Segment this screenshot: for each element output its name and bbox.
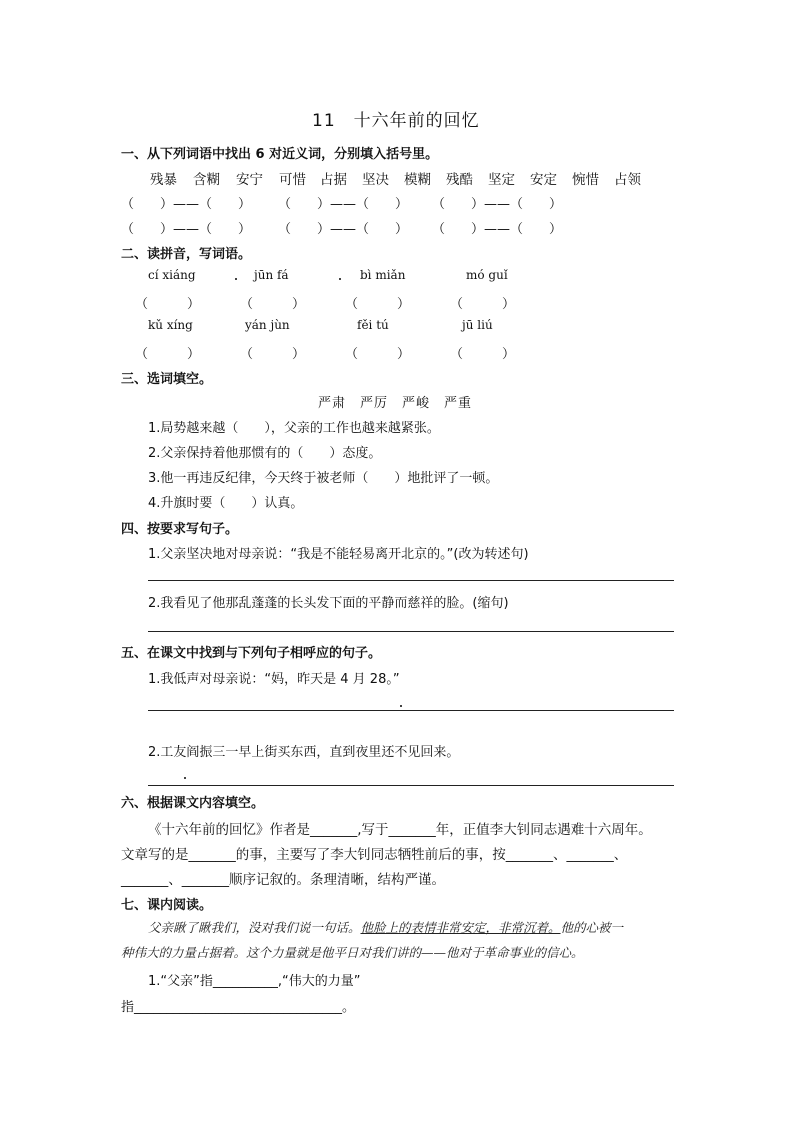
reading-question-1-answer: 指________________________________。 xyxy=(121,1000,356,1015)
section-4-item-2: 2.我看见了他那乱蓬蓬的长头发下面的平静而慈祥的脸。(缩句) xyxy=(148,596,509,611)
section-2-heading: 二、读拼音，写词语。 xyxy=(121,247,252,262)
word-bank-item: 坚定 xyxy=(488,172,515,188)
section-5-item-1: 1.我低声对母亲说：“妈，昨天是 4 月 28。” xyxy=(148,672,400,687)
answer-line[interactable] xyxy=(148,785,674,786)
section-5-heading: 五、在课文中找到与下列句子相呼应的句子。 xyxy=(121,646,382,661)
pair-blank[interactable]: （ ）——（ ） xyxy=(278,222,409,237)
section-3-word-options: 严肃 严厉 严峻 严重 xyxy=(318,396,473,411)
answer-line[interactable] xyxy=(148,710,674,711)
word-bank-item: 含糊 xyxy=(193,172,220,188)
pinyin-answer-blank[interactable]: （ ） xyxy=(450,347,516,362)
word-bank-item: 安定 xyxy=(530,172,557,188)
pinyin-answer-blank[interactable]: （ ） xyxy=(240,347,306,362)
section-3-item-1: 1.局势越来越（ ），父亲的工作也越来越紧张。 xyxy=(148,421,440,436)
word-bank-item: 坚决 xyxy=(362,172,389,188)
pinyin-prompt: yán jùn xyxy=(245,318,290,332)
section-3-item-3: 3.他一再违反纪律，今天终于被老师（ ）地批评了一顿。 xyxy=(148,471,499,486)
reading-question-1: 1.“父亲”指__________,“伟大的力量” xyxy=(148,974,361,989)
section-3-item-2: 2.父亲保持着他那惯有的（ ）态度。 xyxy=(148,446,382,461)
pinyin-prompt: jūn fá xyxy=(254,268,289,282)
pair-blank[interactable]: （ ）——（ ） xyxy=(121,197,252,212)
pinyin-answer-blank[interactable]: （ ） xyxy=(345,347,411,362)
section-6-heading: 六、根据课文内容填空。 xyxy=(121,796,265,811)
section-5-item-2: 2.工友阎振三一早上街买东西，直到夜里还不见回来。 xyxy=(148,745,460,760)
pinyin-prompt: cí xiáng xyxy=(148,268,196,282)
pinyin-prompt: bì miǎn xyxy=(360,268,406,282)
passage-underlined-segment: 他脸上的表情非常安定，非常沉着。 xyxy=(360,920,561,935)
section-6-line-2: 文章写的是_______的事，主要写了李大钊同志牺牲前后的事，按_______、_______、 xyxy=(121,847,628,863)
word-bank-item: 占领 xyxy=(614,172,641,188)
pinyin-answer-blank[interactable]: （ ） xyxy=(135,347,201,362)
pinyin-answer-blank[interactable]: （ ） xyxy=(345,297,411,312)
pinyin-prompt: jū liú xyxy=(462,318,493,332)
section-4-heading: 四、按要求写句子。 xyxy=(121,522,239,537)
reading-passage-line-2: 种伟大的力量占据着。这个力量就是他平日对我们讲的——他对于革命事业的信心。 xyxy=(121,945,584,960)
answer-line[interactable] xyxy=(148,631,674,632)
word-bank-item: 模糊 xyxy=(404,172,431,188)
speck xyxy=(339,278,341,280)
pinyin-prompt: mó guǐ xyxy=(466,268,508,282)
pinyin-prompt: kǔ xíng xyxy=(148,318,193,332)
pair-blank[interactable]: （ ）——（ ） xyxy=(432,222,563,237)
word-bank-item: 安宁 xyxy=(236,172,263,188)
word-bank-item: 惋惜 xyxy=(572,172,599,188)
pair-blank[interactable]: （ ）——（ ） xyxy=(432,197,563,212)
passage-segment: 父亲瞅了瞅我们，没对我们说一句话。 xyxy=(148,920,361,935)
section-6-line-3: _______、_______顺序记叙的。条理清晰，结构严谨。 xyxy=(121,872,445,888)
section-3-item-4: 4.升旗时要（ ）认真。 xyxy=(148,496,304,511)
speck xyxy=(235,278,237,280)
section-6-line-1: 《十六年前的回忆》作者是_______,写于_______年，正值李大钊同志遇难十六周年。 xyxy=(148,822,652,838)
passage-segment: 他的心被一 xyxy=(560,920,624,935)
speck xyxy=(400,705,402,707)
word-bank-item: 残酷 xyxy=(446,172,473,188)
speck xyxy=(184,777,186,779)
pinyin-answer-blank[interactable]: （ ） xyxy=(135,297,201,312)
word-bank-item: 占据 xyxy=(320,172,347,188)
pinyin-answer-blank[interactable]: （ ） xyxy=(450,297,516,312)
section-4-item-1: 1.父亲坚决地对母亲说：“我是不能轻易离开北京的。”(改为转述句) xyxy=(148,547,529,562)
section-3-heading: 三、选词填空。 xyxy=(121,372,213,387)
word-bank-item: 可惜 xyxy=(279,172,306,188)
word-bank-item: 残暴 xyxy=(150,172,177,188)
reading-passage-line-1 xyxy=(148,918,623,936)
section-7-heading: 七、课内阅读。 xyxy=(121,898,213,913)
pair-blank[interactable]: （ ）——（ ） xyxy=(278,197,409,212)
pinyin-answer-blank[interactable]: （ ） xyxy=(240,297,306,312)
section-1-heading: 一、从下列词语中找出 6 对近义词，分别填入括号里。 xyxy=(121,147,439,162)
answer-line[interactable] xyxy=(148,580,674,581)
pinyin-prompt: fěi tú xyxy=(357,318,389,332)
pair-blank[interactable]: （ ）——（ ） xyxy=(121,222,252,237)
page-title: 11 十六年前的回忆 xyxy=(312,111,480,131)
